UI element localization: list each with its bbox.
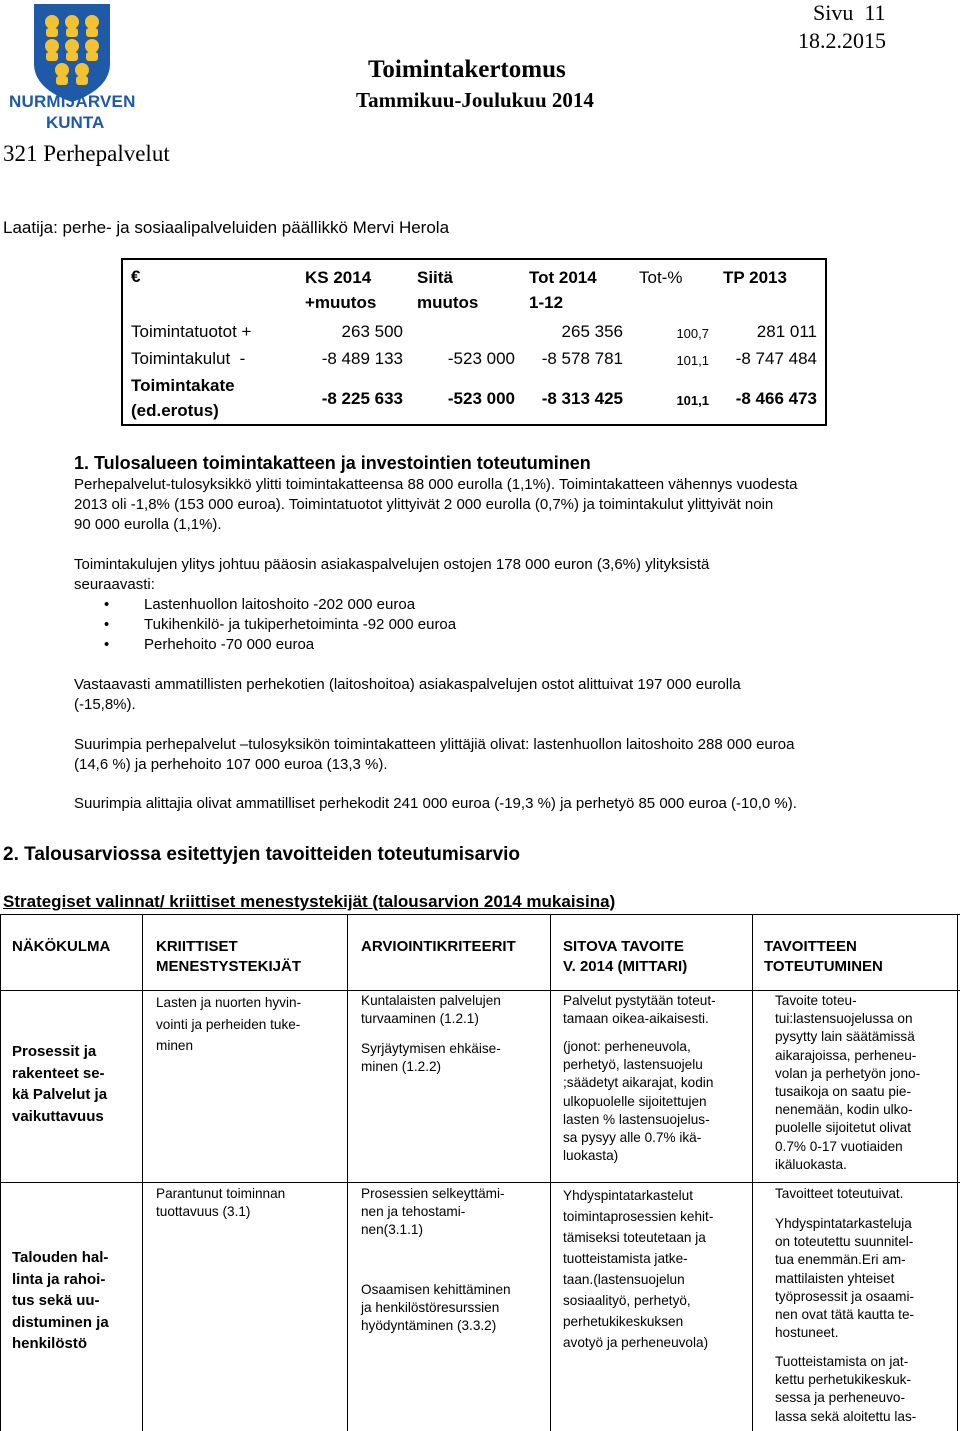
table-border (0, 914, 960, 915)
col-header-tot-percent: Tot-% (639, 268, 683, 287)
row2-realization-b: Yhdyspintatarkasteluja on toteutettu suunnitel- tua enemmän.Eri am- mattilaisten yhteiset työprosessit ja osaami- nen ovat tätä kautta te- hostuneet. (775, 1216, 915, 1341)
cell-tot-percent: 101,1 (676, 353, 709, 368)
paragraph-3 (74, 675, 944, 715)
cell-ks: 263 500 (341, 322, 403, 341)
text-line: Suurimpia perhepalvelut –tulosyksikön toimintakatteen ylittäjiä olivat: lastenhuollon laitoshoito 288 000 euroa (74, 736, 795, 753)
col-header-tot-1: Tot 2014 (529, 268, 597, 287)
table-border (0, 1182, 960, 1183)
row-label: Toimintatuotot + (131, 322, 252, 341)
row1-criteria-b: Syrjäytymisen ehkäise- minen (1.2.2) (361, 1041, 501, 1075)
cell-ks: -8 489 133 (321, 349, 403, 368)
paragraph-1 (74, 475, 944, 535)
cell-siita: -523 000 (447, 349, 515, 368)
row-label: Toimintakate (131, 376, 235, 395)
section2-subheading: Strategiset valinnat/ kriittiset menestystekijät (talousarvion 2014 mukaisina) (3, 892, 616, 911)
row1-perspective: Prosessit ja rakenteet se- kä Palvelut ja vaikuttavuus (12, 1043, 108, 1125)
col-header-tot-2: 1-12 (529, 293, 564, 312)
col-header-ks-1: KS 2014 (305, 268, 372, 287)
strategy-table (0, 914, 960, 1431)
cell-tot-percent: 101,1 (676, 393, 709, 408)
paragraph-2 (74, 555, 944, 595)
page-number: 11 (864, 0, 886, 25)
unit-title: 321 Perhepalvelut (3, 141, 170, 166)
table-border (0, 914, 1, 1431)
text-line: (-15,8%). (74, 696, 136, 713)
row2-criteria-b: Osaamisen kehittäminen ja henkilöstöresurssien hyödyntäminen (3.3.2) (361, 1282, 511, 1334)
row-label: (ed.erotus) (131, 401, 219, 420)
row2-target: Yhdyspintatarkastelut toimintaprosessien kehit- tämiseksi toteutetaan ja tuotteistamista jatke- taan.(lastensuojelun sosiaalityö, perhetyö, perhetukikeskuksen avotyö ja perheneuvola) (563, 1188, 714, 1350)
logo-text-line1: NURMIJÄRVEN (9, 92, 136, 111)
report-title: Toimintakertomus (368, 56, 566, 83)
currency-symbol: € (131, 267, 141, 286)
text-line: seuraavasti: (74, 576, 155, 593)
report-period: Tammikuu-Joulukuu 2014 (356, 88, 594, 112)
table-border (550, 914, 551, 1431)
row-label: Toimintakulut - (131, 349, 246, 368)
header-realization: TAVOITTEEN TOTEUTUMINEN (764, 938, 883, 975)
row1-target-b: (jonot: perheneuvola, perhetyö, lastensuojelu ;säädetyt aikarajat, kodin ulkopuolelle sijoitettujen lasten % lastensuojelus- sa pysyy alle 0.7% ikä- luokasta) (563, 1039, 714, 1164)
text-line: 2013 oli -1,8% (153 000 euroa). Toimintatuotot ylittyivät 2 000 eurolla (0,7%) ja toimintakulut ylittyivät noin (74, 496, 774, 513)
bullet-list (104, 595, 456, 655)
author-line: Laatija: perhe- ja sosiaalipalveluiden päällikkö Mervi Herola (3, 218, 450, 237)
text-line: (14,6 %) ja perhehoito 107 000 euroa (13,3 %). (74, 756, 388, 773)
cell-ks: -8 225 633 (321, 389, 403, 408)
col-header-siita-2: muutos (417, 293, 479, 312)
list-item: • Lastenhuollon laitoshoito -202 000 euroa (104, 596, 416, 613)
page-indicator (813, 0, 886, 26)
paragraph-5: Suurimpia alittajia olivat ammatilliset perhekodit 241 000 euroa (-19,3 %) ja perhetyö 85 000 euroa (-10,0 %). (74, 795, 797, 812)
row2-realization-a: Tavoitteet toteutuivat. (775, 1186, 904, 1201)
row1-realization: Tavoite toteu- tui:lastensuojelussa on pysytty lain säätämissä aikarajoissa, perheneu- volan ja perhetyön jono- tusaikoja on saatu pie- nenemään, kodin ulko- puolelle sijoitetut olivat 0.7% 0-17 vuotiaiden ikäluokasta. (775, 993, 921, 1172)
col-header-ks-2: +muutos (305, 293, 377, 312)
table-border (752, 914, 753, 1431)
cell-tp: -8 466 473 (735, 389, 817, 408)
row2-realization-c: Tuotteistamista on jat- kettu perhetukikeskuk- sessa ja perheneuvo- lassa sekä aloitettu las- (775, 1354, 917, 1424)
cell-tot: -8 313 425 (541, 389, 623, 408)
table-border (142, 914, 143, 1431)
row2-perspective: Talouden hal- linta ja rahoi- tus sekä uu- distuminen ja henkilöstö (12, 1249, 109, 1352)
cell-tot-percent: 100,7 (676, 326, 709, 341)
list-item: • Perhehoito -70 000 euroa (104, 636, 315, 653)
row1-target-a: Palvelut pystytään toteut- tamaan oikea-aikaisesti. (563, 993, 716, 1027)
section1-heading: 1. Tulosalueen toimintakatteen ja investointien toteutuminen (74, 453, 591, 473)
table-border (347, 914, 348, 1431)
header-binding-target: SITOVA TAVOITE V. 2014 (MITTARI) (563, 938, 688, 975)
cell-tot: -8 578 781 (541, 349, 623, 368)
cell-tp: -8 747 484 (735, 349, 817, 368)
row2-factors: Parantunut toiminnan tuottavuus (3.1) (156, 1186, 286, 1220)
row2-criteria-a: Prosessien selkeyttämi- nen ja tehostami- nen(3.1.1) (361, 1186, 505, 1238)
col-header-tp: TP 2013 (723, 268, 787, 287)
table-border (957, 914, 958, 1431)
row1-factors: Lasten ja nuorten hyvin- vointi ja perheiden tuke- minen (156, 995, 302, 1053)
cell-siita: -523 000 (447, 389, 515, 408)
cell-tp: 281 011 (756, 322, 817, 341)
report-date: 18.2.2015 (798, 28, 886, 53)
header-perspective: NÄKÖKULMA (12, 938, 111, 955)
section2-heading: 2. Talousarviossa esitettyjen tavoitteiden toteutumisarvio (3, 844, 521, 865)
row1-criteria-a: Kuntalaisten palvelujen turvaaminen (1.2.1) (361, 993, 501, 1027)
cell-tot: 265 356 (561, 322, 623, 341)
text-line: Perhepalvelut-tulosyksikkö ylitti toimintakatteensa 88 000 eurolla (1,1%). Toimintakatteen vähennys vuodesta (74, 476, 798, 493)
finance-table (121, 258, 827, 426)
list-item: • Tukihenkilö- ja tukiperhetoiminta -92 000 euroa (104, 616, 457, 633)
text-line: Toimintakulujen ylitys johtuu pääosin asiakaspalvelujen ostojen 178 000 euron (3,6%) ylityksistä (74, 556, 710, 573)
text-line: Vastaavasti ammatillisten perhekotien (laitoshoitoa) asiakaspalvelujen ostot alittuivat 197 000 eurolla (74, 676, 741, 693)
text-line: 90 000 eurolla (1,1%). (74, 516, 222, 533)
page-label: Sivu (813, 0, 854, 25)
header-critical-factors: KRIITTISET MENESTYSTEKIJÄT (156, 938, 302, 975)
paragraph-4 (74, 735, 944, 775)
header-criteria: ARVIOINTIKRITEERIT (361, 938, 516, 955)
logo-text-line2: KUNTA (46, 113, 105, 132)
col-header-siita-1: Siitä (417, 268, 453, 287)
table-border (0, 990, 960, 991)
